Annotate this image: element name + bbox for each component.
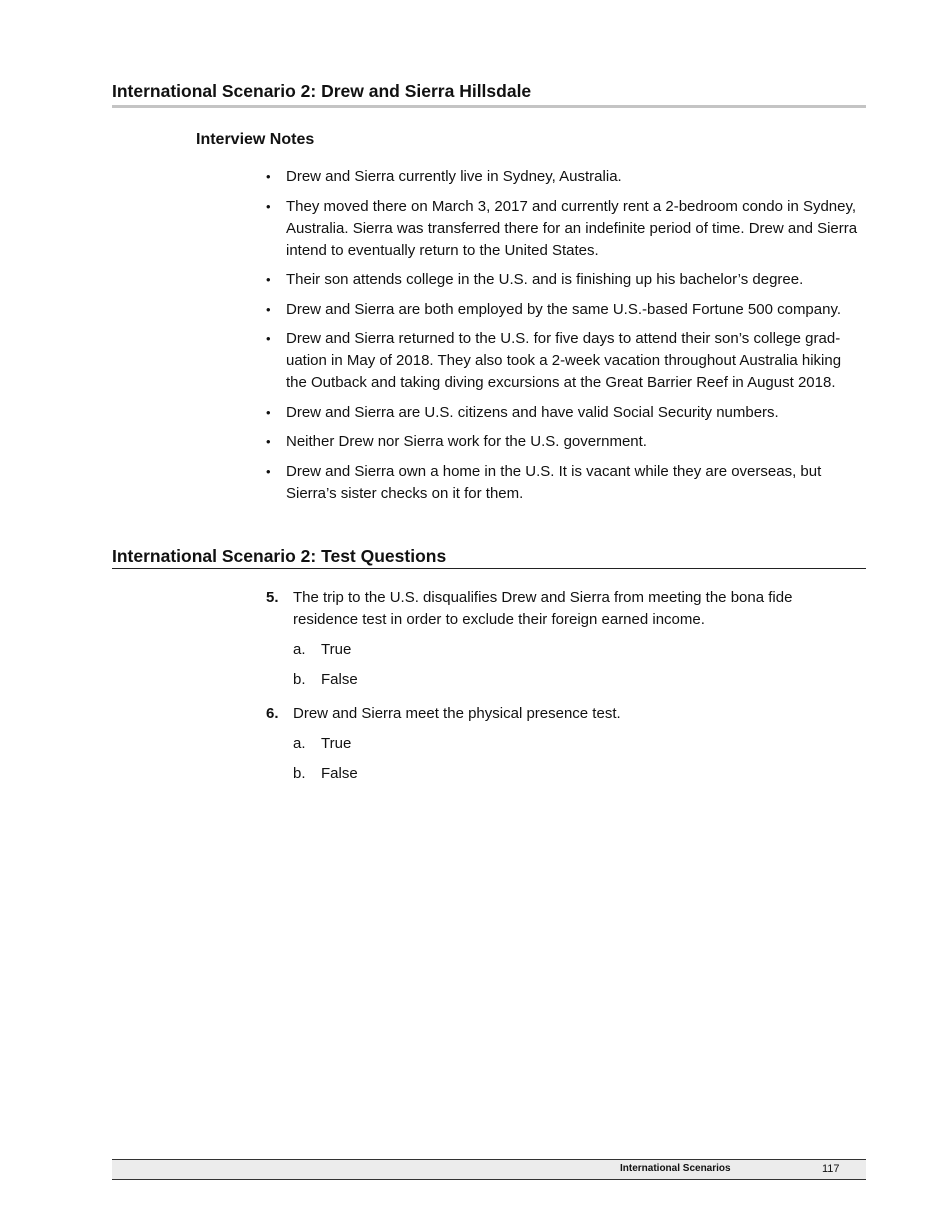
- answer-options: [293, 733, 826, 785]
- bullet-icon: •: [266, 404, 271, 420]
- option-letter: a.: [293, 735, 306, 752]
- note-item: [266, 461, 866, 505]
- bullet-icon: •: [266, 272, 271, 287]
- answer-options: [293, 639, 826, 691]
- question-6: [266, 703, 826, 785]
- bullet-icon: •: [266, 434, 271, 449]
- note-item: [266, 299, 866, 321]
- answer-option-true: [293, 639, 826, 661]
- bullet-icon: •: [266, 301, 271, 317]
- bullet-icon: •: [266, 331, 271, 346]
- question-number: 6.: [266, 705, 279, 722]
- option-text: True: [321, 735, 352, 752]
- note-item: [266, 431, 866, 453]
- note-item: [266, 166, 866, 188]
- note-text: Drew and Sierra returned to the U.S. for five days to attend their son’s college graduation in May of 2018. They also took a 2-week vacation throughout Australia hiking the Outback and taking diving excursions at the Great Barrier Reef in August 2018.: [286, 330, 842, 391]
- option-letter: b.: [293, 671, 306, 688]
- test-questions-title: International Scenario 2: Test Questions: [112, 545, 866, 569]
- option-letter: a.: [293, 641, 306, 658]
- question-number: 5.: [266, 589, 279, 606]
- note-item: [266, 328, 866, 394]
- interview-notes-list: [266, 166, 866, 512]
- note-text: Neither Drew nor Sierra work for the U.S. government.: [286, 433, 647, 450]
- note-item: [266, 402, 866, 424]
- note-text: Drew and Sierra own a home in the U.S. It is vacant while they are overseas, but Sierra’s sister checks on it for them.: [286, 462, 822, 502]
- footer-title: International Scenarios: [620, 1163, 731, 1174]
- question-text: Drew and Sierra meet the physical presence test.: [293, 705, 621, 722]
- page-footer: [112, 1159, 866, 1180]
- note-text: Their son attends college in the U.S. and is finishing up his bachelor’s degree.: [286, 271, 804, 288]
- option-text: True: [321, 641, 352, 658]
- bullet-icon: •: [266, 169, 271, 184]
- question-5: [266, 587, 826, 691]
- note-text: Drew and Sierra are both employed by the same U.S.-based Fortune 500 company.: [286, 300, 842, 318]
- note-text: They moved there on March 3, 2017 and currently rent a 2-bedroom condo in Sydney, Australia. Sierra was transferred there for an indefinite period of time. Drew and Sierra intend to eventually return to the United States.: [286, 197, 858, 259]
- option-letter: b.: [293, 765, 306, 782]
- note-item: [266, 269, 866, 291]
- answer-option-false: [293, 669, 826, 691]
- note-text: Drew and Sierra currently live in Sydney, Australia.: [286, 168, 622, 185]
- note-text: Drew and Sierra are U.S. citizens and have valid Social Security numbers.: [286, 403, 779, 421]
- interview-notes-heading: Interview Notes: [196, 131, 315, 148]
- note-item: [266, 196, 866, 262]
- option-text: False: [321, 671, 358, 688]
- answer-option-false: [293, 763, 826, 785]
- bullet-icon: •: [266, 463, 271, 479]
- test-questions: [266, 587, 826, 797]
- bullet-icon: •: [266, 198, 271, 214]
- option-text: False: [321, 765, 358, 782]
- scenario-title: International Scenario 2: Drew and Sierra Hillsdale: [112, 80, 866, 108]
- answer-option-true: [293, 733, 826, 755]
- question-text: The trip to the U.S. disqualifies Drew and Sierra from meeting the bona fide residence test in order to exclude their foreign earned income.: [293, 589, 793, 628]
- page-number: 117: [822, 1163, 840, 1175]
